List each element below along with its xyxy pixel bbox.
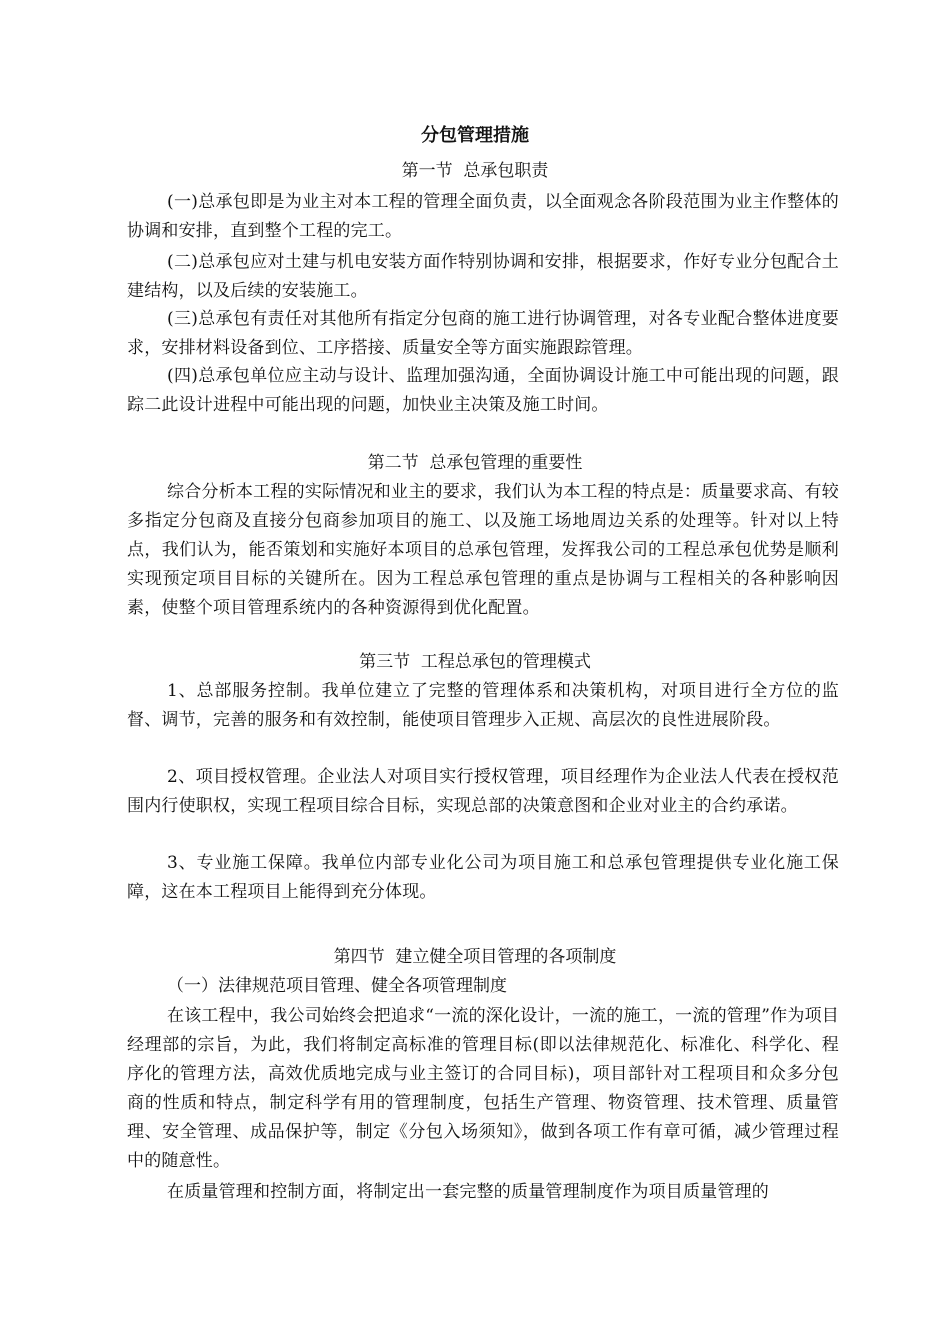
section-4-paragraph-2: 在质量管理和控制方面，将制定出一套完整的质量管理制度作为项目质量管理的 — [167, 1182, 769, 1202]
section-1-paragraph-3: (三)总承包有责任对其他所有指定分包商的施工进行协调管理，对各专业配合整体进度要求，安排材料设备到位、工序搭接、质量安全等方面实施跟踪管理。 — [127, 309, 839, 358]
section-4-heading: 第四节 建立健全项目管理的各项制度 — [333, 947, 617, 967]
section-3-paragraph-1: 1、总部服务控制。我单位建立了完整的管理体系和决策机构，对项目进行全方位的监督、调节，完善的服务和有效控制，能使项目管理步入正规、高层次的良性进展阶段。 — [127, 681, 839, 730]
document-title: 分包管理措施 — [421, 125, 529, 146]
section-4-paragraph-1: 在该工程中，我公司始终会把追求“一流的深化设计，一流的施工，一流的管理”作为项目经理部的宗旨，为此，我们将制定高标准的管理目标(即以法律规范化、标准化、科学化、程序化的管理方法，高效优质地完成与业主签订的合同目标)，项目部针对工程项目和众多分包商的性质和特点，制定科学有用的管理制度，包括生产管理、物资管理、技术管理、质量管理、安全管理、成品保护等，制定《分包入场须知》，做到各项工作有章可循，减少管理过程中的随意性。 — [127, 1006, 839, 1171]
section-2-paragraph-1: 综合分析本工程的实际情况和业主的要求，我们认为本工程的特点是：质量要求高、有较多指定分包商及直接分包商参加项目的施工、以及施工场地周边关系的处理等。针对以上特点，我们认为，能否策划和实施好本项目的总承包管理，发挥我公司的工程总承包优势是顺利实现预定项目目标的关键所在。因为工程总承包管理的重点是协调与工程相关的各种影响因素，使整个项目管理系统内的各种资源得到优化配置。 — [127, 482, 839, 618]
section-2-heading: 第二节 总承包管理的重要性 — [367, 453, 583, 473]
section-1-paragraph-2: (二)总承包应对土建与机电安装方面作特别协调和安排，根据要求，作好专业分包配合土建结构，以及后续的安装施工。 — [127, 252, 839, 301]
section-1-paragraph-4: (四)总承包单位应主动与设计、监理加强沟通，全面协调设计施工中可能出现的问题，跟踪二此设计进程中可能出现的问题，加快业主决策及施工时间。 — [127, 366, 839, 415]
section-4-subheading: （一）法律规范项目管理、健全各项管理制度 — [167, 976, 507, 996]
section-3-heading: 第三节 工程总承包的管理模式 — [359, 652, 591, 672]
section-3-paragraph-3: 3、专业施工保障。我单位内部专业化公司为项目施工和总承包管理提供专业化施工保障，这在本工程项目上能得到充分体现。 — [127, 853, 839, 902]
section-1-heading: 第一节 总承包职责 — [401, 161, 549, 181]
section-3-paragraph-2: 2、项目授权管理。企业法人对项目实行授权管理，项目经理作为企业法人代表在授权范围内行使职权，实现工程项目综合目标，实现总部的决策意图和企业对业主的合约承诺。 — [127, 767, 839, 816]
section-1-paragraph-1: (一)总承包即是为业主对本工程的管理全面负责，以全面观念各阶段范围为业主作整体的协调和安排，直到整个工程的完工。 — [127, 192, 839, 241]
